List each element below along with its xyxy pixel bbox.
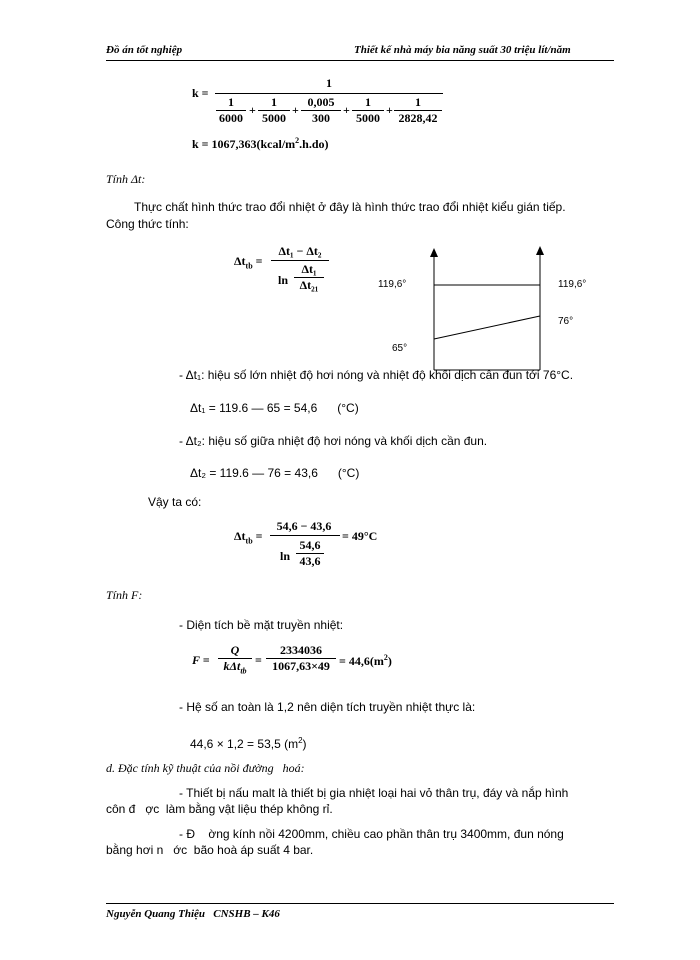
term-den: 5000 <box>258 110 290 126</box>
section-d-p2-line2: bằng hơi n ớc bão hoà áp suất 4 bar. <box>106 843 314 857</box>
header-left: Đồ án tốt nghiệp <box>106 44 183 56</box>
header-right: Thiết kế nhà máy bia năng suất 30 triệu lít/năm <box>354 44 571 56</box>
section-f-title: Tính F: <box>106 588 143 602</box>
formula-k-main-bar <box>215 93 443 94</box>
temperature-diagram <box>380 244 620 380</box>
formula-dt-inner-den: Δt₂₁ <box>294 277 324 293</box>
header-rule <box>106 60 614 61</box>
section-dt-para2: Công thức tính: <box>106 217 189 231</box>
formula-dt-inner <box>294 262 324 293</box>
footer-left: Nguyễn Quang Thiệu CNSHB – K46 <box>106 908 280 920</box>
term-den: 5000 <box>352 110 384 126</box>
formula-k-result: $k = 1067,363(kcal/m^2.h.do)$ <box>192 136 329 151</box>
formula-f-rhs: = $44,6(m^2)$ <box>339 653 392 668</box>
section-d-p2-line1: - Đ ờng kính nồi 4200mm, chiều cao phần thân trụ 3400mm, đun nóng <box>179 827 564 841</box>
diagram-label-left-top: 119,6° <box>378 279 407 290</box>
section-d-title: d. Đặc tính kỹ thuật của nồi đường hoá: <box>106 761 305 775</box>
diagram-label-left-bottom: 65° <box>392 343 408 354</box>
formula-f-frac1 <box>218 643 252 675</box>
plus-sign: + <box>249 103 256 117</box>
term-den: 300 <box>301 110 341 126</box>
section-dt-title: Tính Δt: <box>106 172 146 186</box>
plus-sign: + <box>292 103 299 117</box>
formula-f-frac2 <box>266 643 336 674</box>
liquid-line <box>434 316 540 339</box>
formula-k-term-5 <box>394 95 442 126</box>
section-d-p1-line2: côn đ ợc làm bằng vật liệu thép không rỉ. <box>106 802 333 816</box>
diagram-label-right-mid: 76° <box>558 316 574 327</box>
footer-rule <box>106 903 614 904</box>
term-num: 1 <box>228 95 234 109</box>
f2-den: 1067,63×49 <box>266 658 336 674</box>
section-dt-para1: Thực chất hình thức trao đổi nhiệt ở đây là hình thức trao đổi nhiệt kiểu gián tiếp. <box>134 200 566 214</box>
result-num: 54,6 − 43,6 <box>276 519 332 533</box>
safety-factor: - Hệ số an toàn là 1,2 nên diện tích truyền nhiệt thực là: <box>179 700 476 714</box>
safety-calc: 44,6 × 1,2 = 53,5 $(m^2)$ <box>190 736 307 751</box>
result-rhs: = 49°C <box>342 529 378 543</box>
right-axis <box>536 246 544 370</box>
result-bar <box>270 535 340 536</box>
f1-num: Q <box>230 643 240 657</box>
formula-k-numerator: 1 <box>326 76 332 90</box>
formula-dt-inner-num: Δt₁ <box>301 262 317 276</box>
formula-k-term-3 <box>301 95 341 126</box>
formula-k-term-2 <box>258 95 290 126</box>
dt2-description: - Δt₂: hiệu số giữa nhiệt độ hơi nóng và khối dịch cần đun. <box>179 434 488 448</box>
f1-den: kΔt$_{tb}$ <box>218 658 252 675</box>
result-inner <box>296 538 324 569</box>
f2-num: 2334036 <box>280 643 322 657</box>
arrow-up-icon <box>536 246 544 255</box>
formula-dt-fraction <box>270 244 330 259</box>
arrow-up-icon <box>430 248 438 257</box>
plus-sign: + <box>386 103 393 117</box>
result-inner-num: 54,6 <box>299 538 321 552</box>
result-inner-den: 43,6 <box>296 553 324 569</box>
left-axis <box>430 248 438 370</box>
formula-dt-num: Δt₁ − Δt₂ <box>278 244 322 258</box>
formula-k-term-1 <box>216 95 246 126</box>
dt2-calculation: Δt₂ = 119.6 — 76 = 43,6 (°C) <box>190 466 360 480</box>
formula-k-term-4 <box>352 95 384 126</box>
term-num: 0,005 <box>307 95 335 109</box>
formula-f-lhs: F = <box>192 653 210 667</box>
section-d-p1-line1: - Thiết bị nấu malt là thiết bị gia nhiệt loại hai vỏ thân trụ, đáy và nắp hình <box>179 786 569 800</box>
term-den: 6000 <box>216 110 246 126</box>
term-den: 2828,42 <box>394 110 442 126</box>
plus-sign: + <box>343 103 350 117</box>
term-num: 1 <box>271 95 277 109</box>
formula-dt-lhs: $\Delta t_{tb}$ = <box>234 254 263 271</box>
formula-k-lhs: k = <box>192 86 209 100</box>
result-ln: ln <box>280 549 291 563</box>
result-lhs: $\Delta t_{tb}$ = <box>234 529 263 546</box>
dt1-calculation: Δt₁ = 119.6 — 65 = 54,6 (°C) <box>190 401 359 415</box>
formula-dt-ln: ln <box>278 273 289 287</box>
area-description: - Diện tích bề mặt truyền nhiệt: <box>179 618 344 632</box>
term-num: 1 <box>415 95 421 109</box>
so-we-have: Vậy ta có: <box>148 495 202 509</box>
formula-f-eq: = <box>255 653 262 667</box>
dt1-description: - Δt₁: hiệu số lớn nhiệt độ hơi nóng và nhiệt độ khối dịch cần đun tới 76°C. <box>179 368 574 382</box>
diagram-label-right-top: 119,6° <box>558 279 587 290</box>
formula-dt-bar <box>271 260 329 261</box>
term-num: 1 <box>365 95 371 109</box>
